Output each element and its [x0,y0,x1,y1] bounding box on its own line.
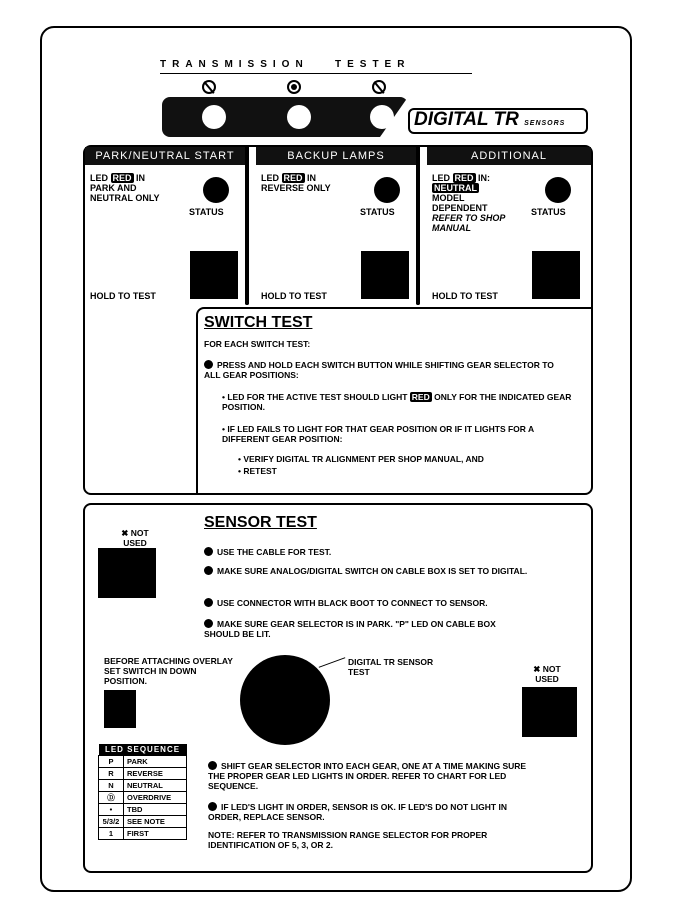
status-label: STATUS [360,207,395,217]
led-window-2 [287,105,311,129]
switch-bullet-4: • RETEST [238,466,277,476]
off-indicator-icon [372,80,386,94]
sensor-step-5: SHIFT GEAR SELECTOR INTO EACH GEAR, ONE AT A TIME MAKING SURE THE PROPER GEAR LED LIGHTS IN ORDER. REFER TO CHART FOR LED SEQUENCE. [208,761,527,791]
page-title: TRANSMISSION TESTER [160,59,411,70]
panel-led-desc: LED RED IN REVERSE ONLY [261,173,331,193]
panel-header: ADDITIONAL [427,147,591,165]
table-row: R REVERSE [99,768,187,780]
before-attaching-note: BEFORE ATTACHING OVERLAY SET SWITCH IN DOWN POSITION. [104,656,233,686]
park-neutral-panel [85,147,245,305]
not-used-label: ✖ NOT USED [121,528,149,548]
additional-panel [427,147,591,305]
status-label: STATUS [531,207,566,217]
switch-bullet-1: • LED FOR THE ACTIVE TEST SHOULD LIGHT RED ONLY FOR THE INDICATED GEAR POSITION. [222,392,572,412]
panel-led-desc: LED RED IN PARK AND NEUTRAL ONLY [90,173,160,203]
table-row: • TBD [99,804,187,816]
led-sequence-table [98,744,187,840]
table-row: N NEUTRAL [99,780,187,792]
not-used-label: ✖ NOT USED [533,664,561,684]
led-window-1 [202,105,226,129]
status-label: STATUS [189,207,224,217]
table-row: 1 FIRST [99,828,187,840]
sensor-connector-button[interactable] [240,655,330,745]
off-indicator-icon [202,80,216,94]
panel-header: BACKUP LAMPS [256,147,416,165]
title-underline [160,73,472,74]
switch-test-subtitle: FOR EACH SWITCH TEST: [204,339,311,349]
brand-logo [414,109,565,131]
table-row: Ⓓ OVERDRIVE [99,792,187,804]
connector-label: DIGITAL TR SENSOR TEST [348,657,434,677]
sensor-step-1: USE THE CABLE FOR TEST. [204,547,564,557]
hold-to-test-label: HOLD TO TEST [90,291,156,301]
sensor-step-6: IF LED'S LIGHT IN ORDER, SENSOR IS OK. IF LED'S DO NOT LIGHT IN ORDER, REPLACE SENSOR. [208,802,507,822]
brand-main: DIGITAL TR [414,109,519,130]
status-led [374,177,400,203]
hold-to-test-label: HOLD TO TEST [261,291,327,301]
switch-square-left [104,690,136,728]
unused-square-right [522,687,577,737]
switch-test-title: SWITCH TEST [204,314,313,331]
sensor-test-title: SENSOR TEST [204,514,317,531]
sensor-step-3: USE CONNECTOR WITH BLACK BOOT TO CONNECT TO SENSOR. [204,598,574,608]
hold-to-test-button[interactable] [532,251,580,299]
led-window-3 [370,105,394,129]
unused-square-left [98,548,156,598]
hold-to-test-label: HOLD TO TEST [432,291,498,301]
panel-divider [245,147,249,305]
table-row: P PARK [99,756,187,768]
sensor-note: NOTE: REFER TO TRANSMISSION RANGE SELECTOR FOR PROPER IDENTIFICATION OF 5, 3, OR 2. [208,830,488,850]
sensor-step-2: MAKE SURE ANALOG/DIGITAL SWITCH ON CABLE BOX IS SET TO DIGITAL. [204,566,574,576]
panel-led-desc: LED RED IN: NEUTRAL MODEL DEPENDENT REFER TO SHOP MANUAL [432,173,506,233]
switch-bullet-3: • VERIFY DIGITAL TR ALIGNMENT PER SHOP MANUAL, AND [238,454,484,464]
table-row: 5/3/2 SEE NOTE [99,816,187,828]
switch-bullet-2: • IF LED FAILS TO LIGHT FOR THAT GEAR POSITION OR IF IT LIGHTS FOR A DIFFERENT GEAR POSITION: [222,424,534,444]
status-led [203,177,229,203]
sensor-step-4: MAKE SURE GEAR SELECTOR IS IN PARK. "P" LED ON CABLE BOX SHOULD BE LIT. [204,619,496,639]
backup-lamps-panel [256,147,416,305]
brand-sub: SENSORS [524,120,566,127]
on-indicator-icon [287,80,301,94]
hold-to-test-button[interactable] [361,251,409,299]
led-sequence-title: LED SEQUENCE [99,744,187,756]
status-led [545,177,571,203]
switch-step-1: PRESS AND HOLD EACH SWITCH BUTTON WHILE SHIFTING GEAR SELECTOR TO ALL GEAR POSITIONS: [204,360,554,380]
panel-header: PARK/NEUTRAL START [85,147,245,165]
hold-to-test-button[interactable] [190,251,238,299]
panel-divider [416,147,420,305]
